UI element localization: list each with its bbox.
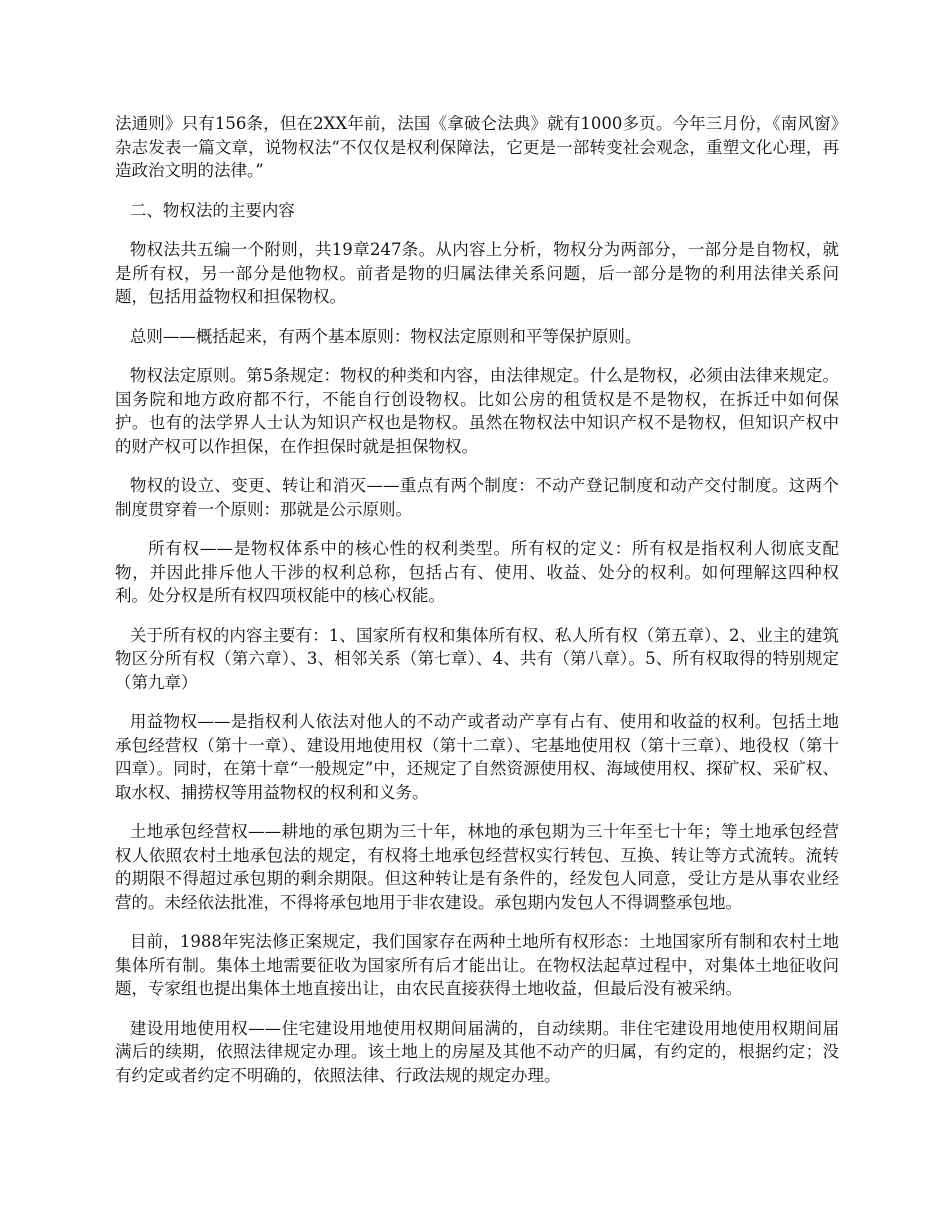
paragraph-general-provisions: 总则——概括起来，有两个基本原则：物权法定原则和平等保护原则。: [129, 326, 642, 346]
paragraph-establishment-change: 物权的设立、变更、转让和消灭——重点有两个制度：不动产登记制度和动产交付制度。这两个制度贯穿着一个原则：那就是公示原则。: [115, 476, 839, 519]
section-heading: 二、物权法的主要内容: [129, 200, 295, 220]
paragraph-land-ownership-forms: 目前，1988年宪法修正案规定，我们国家存在两种土地所有权形态：土地国家所有制和农村土地集体所有制。集体土地需要征收为国家所有后才能出让。在物权法起草过程中，对集体土地征收问题，专家组也提出集体土地直接出让，由农民直接获得土地收益，但最后没有被采纳。: [115, 932, 839, 998]
paragraph-ownership-contents: 关于所有权的内容主要有：1、国家所有权和集体所有权、私人所有权（第五章）、2、业主的建筑物区分所有权（第六章）、3、相邻关系（第七章）、4、共有（第八章）。5、所有权取得的特别规定（第九章）: [115, 625, 839, 692]
paragraph-statutory-principle: 物权法定原则。第5条规定：物权的种类和内容，由法律规定。什么是物权，必须由法律来规定。国务院和地方政府都不行，不能自行创设物权。比如公房的租赁权是不是物权，在拆迁中如何保护。也有的法学界人士认为知识产权也是物权。虽然在物权法中知识产权不是物权，但知识产权中的财产权可以作担保，在作担保时就是担保物权。: [115, 366, 839, 456]
paragraph-overview: 物权法共五编一个附则，共19章247条。从内容上分析，物权分为两部分，一部分是自物权，就是所有权，另一部分是他物权。前者是物的归属法律关系问题，后一部分是物的利用法律关系问题，包括用益物权和担保物权。: [115, 240, 839, 306]
document-body: [115, 112, 839, 1103]
paragraph-ownership: 所有权——是物权体系中的核心性的权利类型。所有权的定义：所有权是指权利人彻底支配物，并因此排斥他人干涉的权利总称，包括占有、使用、收益、处分的权利。如何理解这四种权利。处分权是所有权四项权能中的核心权能。: [115, 539, 839, 605]
paragraph-construction-land: 建设用地使用权——住宅建设用地使用权期间届满的，自动续期。非住宅建设用地使用权期间届满后的续期，依照法律规定办理。该土地上的房屋及其他不动产的归属，有约定的，根据约定；没有约定或者约定不明确的，依照法律、行政法规的规定办理。: [115, 1018, 839, 1085]
paragraph-intro-continuation: 法通则》只有156条，但在2XX年前，法国《拿破仑法典》就有1000多页。今年三月份，《南风窗》杂志发表一篇文章，说物权法“不仅仅是权利保障法，它更是一部转变社会观念，重塑文化心理，再造政治文明的法律。”: [115, 114, 839, 180]
paragraph-land-contract: 土地承包经营权——耕地的承包期为三十年，林地的承包期为三十年至七十年；等土地承包经营权人依照农村土地承包法的规定，有权将土地承包经营权实行转包、互换、转让等方式流转。流转的期限不得超过承包期的剩余期限。但这种转让是有条件的，经发包人同意，受让方是从事农业经营的。未经依法批准，不得将承包地用于非农建设。承包期内发包人不得调整承包地。: [115, 822, 839, 912]
paragraph-usufruct: 用益物权——是指权利人依法对他人的不动产或者动产享有占有、使用和收益的权利。包括土地承包经营权（第十一章）、建设用地使用权（第十二章）、宅基地使用权（第十三章）、地役权（第十四章）。同时，在第十章“一般规定”中，还规定了自然资源使用权、海域使用权、探矿权、采矿权、取水权、捕捞权等用益物权的权利和义务。: [115, 712, 839, 802]
